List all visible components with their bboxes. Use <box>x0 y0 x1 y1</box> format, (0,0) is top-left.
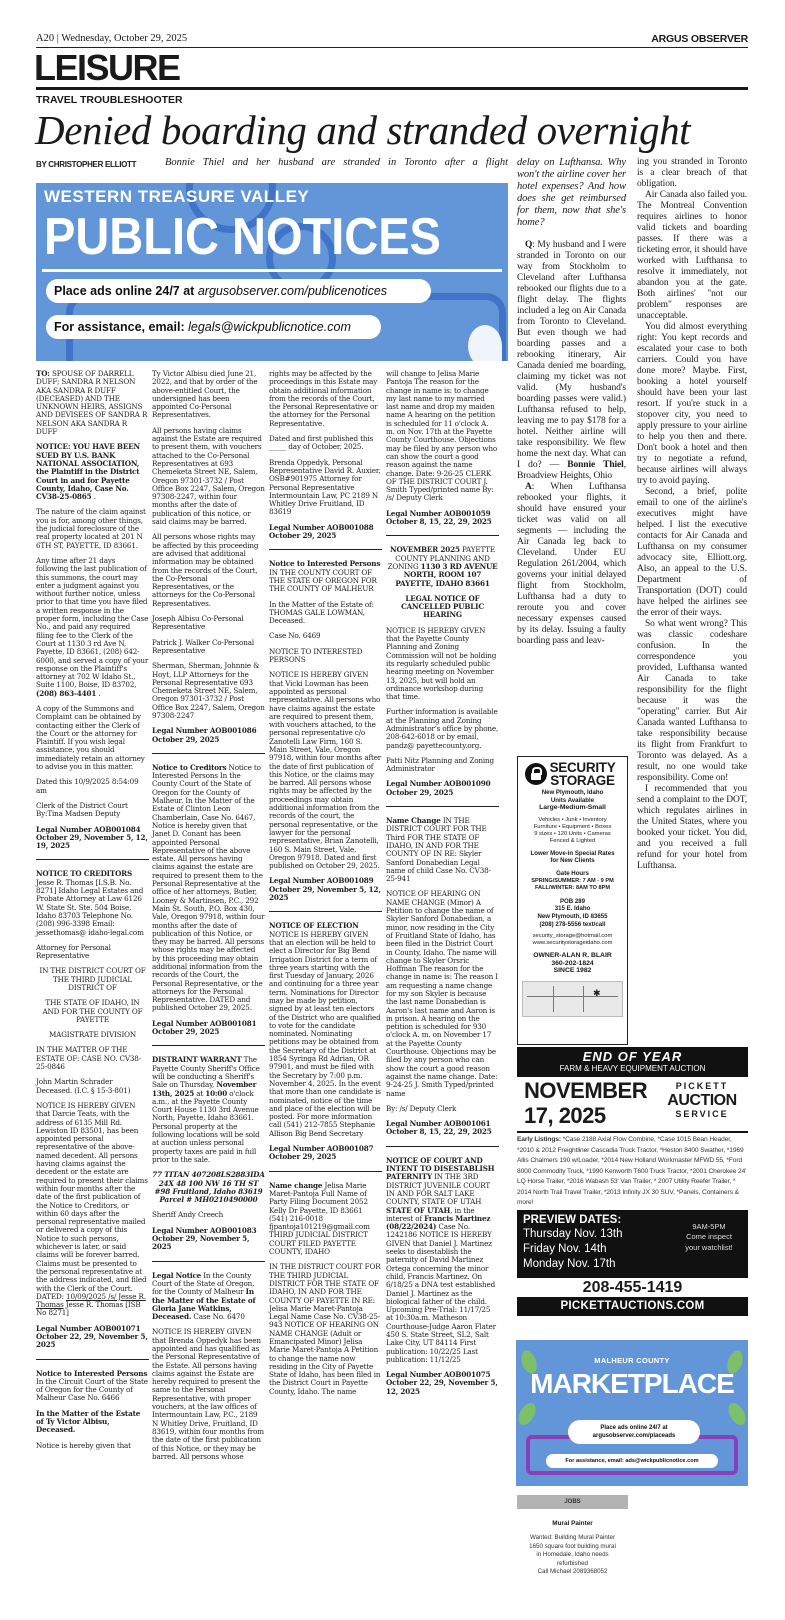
notice-text: The Payette County Sheriff's Office will be conducting a Sheriff's Sale on Thursday, <box>152 1055 260 1090</box>
notice-text: NOTICE IS HEREBY GIVEN that Vicki Lowman has been appointed as personal representative. All persons who have claims against the estate are required to present them, with vouchers attached, to the personal representative c/o Zanotelli Law Firm, 160 S. Main Street, Vale, Oregon 97918, within four months after the date of first publication of this Notice, or the claims may be barred. All persons whose rights may be affected by the proceedings may obtain additional information from the records of the court, the personal representative, or the lawyer for the personal representative, Brian Zanotelli, 160 S. Main Street, Vale, Oregon 97918. Dated and first published on October 29, 2025. <box>269 670 382 871</box>
auction-banner <box>517 1047 748 1077</box>
notice-divider <box>36 1359 149 1360</box>
notice-text: Clerk of the District Court By:Tina Madsen Deputy <box>36 800 128 819</box>
auction-website-link[interactable]: PICKETTAUCTIONS.COM <box>517 1297 748 1316</box>
notice-text: Legal Notice <box>152 1270 202 1280</box>
listings-label: Early Listings: <box>517 1136 561 1143</box>
pill-label: Place ads online 24/7 at <box>600 1425 668 1431</box>
notice-paragraph <box>269 922 382 1138</box>
notice-paragraph <box>36 1442 149 1450</box>
notice-text: 10/09/2025 /s/ Jesse R. Thomas <box>36 1291 146 1310</box>
placeads-link[interactable]: argusobserver.com/placeads <box>592 1433 676 1439</box>
job-line: Wanted: Building Mural Painter <box>529 1534 616 1541</box>
ad-line: 315 E. Idaho <box>554 905 591 913</box>
auction-date: 17, 2025 <box>524 1103 606 1128</box>
marketplace-ad <box>516 1340 748 1486</box>
folio-date: A20 | Wednesday, October 29, 2025 <box>36 33 188 44</box>
notice-divider <box>386 1146 499 1147</box>
article-paragraph: Second, a brief, polite email to one of the airline's executives might have helped. I list the executive contacts for Air Canada and Lufthansa on my consumer advocacy site, Elliott.org. Also, an appeal to the U.S. Department of Transportation (DOT) could have helped the airlines see the error of their ways. <box>637 487 747 618</box>
notice-text: NOTICE IS HEREBY GIVEN that the Payette County Planning and Zoning Commission will not be holding its regularly scheduled public hearing meeting on November 13, 2025, but will hold an ordinance workshop during that time. <box>386 625 497 702</box>
notice-text: Legal Number AOB001061 October 8, 15, 22, 29, 2025 <box>386 1119 492 1137</box>
notice-text: Legal Number AOB001075 October 22, 29, November 5, 12, 2025 <box>386 1370 498 1396</box>
legal-number <box>36 1325 149 1350</box>
legal-number <box>152 1020 265 1037</box>
notice-text: Case No. 1242186 NOTICE IS HEREBY GIVEN that Daniel J. Martinez seeks to disestablish the paternity of David Martinez Ortega concerning the minor child, Francis Martinez. On 6/18/25 a DNA test established Daniel J. Martinez as the biological father of the child. Upcoming Pre-Trial: 11/17/25 at 10:30a.m. Matheson Courthouse-Judge Aaron Flater 450 S. State Street, SL2, Salt Lake City, UT 84114 First publication: 10/22/25 Last publication: 11/12/25 <box>386 1222 496 1364</box>
notice-paragraph <box>152 427 265 527</box>
notice-text: A copy of the Summons and Complaint can be obtained by contacting either the Clerk of the Court or the attorney for Plaintiff. If you wish legal assistance, you should immediately retain an attorney to advise you in this matter. <box>36 703 145 772</box>
place-ads-pill <box>568 1420 700 1444</box>
legal-number <box>269 524 382 541</box>
q-label: Q <box>525 240 533 250</box>
notice-text: NOTICE IS HEREBY GIVEN that Brenda Oppedyk has been appointed and has qualified as the Personal Representative of the Estate. All persons having claims against the Estate are hereby required to present the same to the Personal Representative, with proper vouchers, at the law offices of Intermountain Law, P.C., 2189 N Whitley Drive, Fruitland, ID 83619, within four months from the date of the first publication of this Notice, or they may be barred. All persons whose <box>152 1327 264 1461</box>
legal-notices-column <box>386 370 499 1403</box>
notice-paragraph <box>386 1105 499 1113</box>
byline: BY CHRISTOPHER ELLIOTT <box>36 160 137 169</box>
legal-number <box>152 727 265 744</box>
notice-text: In the County Court of the State of Oregon, for the County of Malheur <box>152 1270 255 1297</box>
article-paragraph: So what went wrong? This was classic codeshare confusion. In the correspondence you provided, Lufthansa wanted Air Canada to take responsibility for the flight because it was the "operating" carrier. But Air Canada wanted Lufthansa to take responsibility because its flight from Frankfurt to Toronto was delayed. As a result, no one would take responsibility. Come on! <box>637 619 747 783</box>
notice-text: NOTICE OF COURT AND INTENT TO DISESTABLISH PATERNITY <box>386 1155 495 1182</box>
auction-phone: 208-455-1419 <box>582 1278 683 1296</box>
notice-text: MAGISTRATE DIVISION <box>48 1030 137 1040</box>
notice-text: Legal Number AOB001086 October 29, 2025 <box>152 726 257 744</box>
job-contact: Call Michael 2089368052 <box>537 1568 608 1576</box>
article-deck-continued: delay on Lufthansa. Why won't the airline cover her hotel expenses? And how does she get reimbursed for them, now that she's home? <box>517 157 626 228</box>
legal-number <box>36 1410 149 1435</box>
notice-text: Legal Number AOB001090 October 29, 2025 <box>386 779 491 797</box>
reader-location: , Broadview Heights, Ohio <box>517 460 626 481</box>
preview-date: Thursday Nov. 13th <box>523 1227 623 1240</box>
notice-divider <box>386 806 499 807</box>
marketplace-kicker: MALHEUR COUNTY <box>594 1356 670 1365</box>
notice-text: NOTICE IS HEREBY GIVEN that Darcie Teats, with the address of 6135 Mill Rd. Lewiston ID 83501, has been appointed personal representative of the above-named decedent. All persons having claims against the decedent or the estate are required to present their claims within four months after the date of the first publication of the Notice to Creditors, or within 60 days after the personal representative mailed or delivered a copy of this Notice to such persons, whichever is later, or said claims will be forever barred. Claims must be presented to the personal representative at the address indicated, and filed with the Clerk of the Court. DATED: <box>36 1100 148 1301</box>
preview-note-line: Come inspect <box>686 1232 732 1241</box>
notice-paragraph <box>36 802 149 819</box>
ad-line: Vehicles • Junk • Inventory <box>538 816 607 823</box>
ad-website: www.securitystorageidaho.com <box>532 940 613 947</box>
notice-text: 77 TITAN 407208LS2883IDA 24X 48 100 NW 16 TH ST #98 Fruitland, Idaho 83619 Parcel # MH0210490000 <box>152 1170 265 1205</box>
notice-paragraph <box>386 708 499 749</box>
preview-date: Monday Nov. 17th <box>523 1257 616 1270</box>
article-column <box>517 240 626 647</box>
legal-number <box>269 1145 382 1162</box>
notice-text: o'clock a.m., at the Payette County Court House 1130 3rd Avenue North, Payette, Idaho 83661. Personal property at the following locations will be sold at auction unless personal property taxes are paid in full prior to the sale. <box>152 1088 260 1164</box>
article-paragraph: Air Canada also failed you. The Montreal Convention requires airlines to honor valid tickets and boarding passes. If there was a ticketing error, it should have worked with Lufthansa to resolve it immediately, not abandon you at the gate. Both airlines' "not our problem" responses are unacceptable. <box>637 190 747 321</box>
notice-paragraph <box>36 1046 149 1071</box>
jobs-classified <box>517 1495 628 1577</box>
leaf-icon <box>468 325 502 361</box>
notice-text: Legal Number AOB001083 October 29, November 5, 2025 <box>152 1225 257 1252</box>
notice-text: Legal Number AOB001081 October 29, 2025 <box>152 1018 257 1037</box>
section-title: LEISURE <box>34 47 180 88</box>
notice-paragraph <box>269 632 382 640</box>
notice-paragraph <box>386 546 499 587</box>
notice-paragraph <box>36 1370 149 1403</box>
leaf-icon <box>725 1400 748 1428</box>
notice-text: THE STATE OF IDAHO, IN AND FOR THE COUNTY OF PAYETTE <box>42 998 143 1024</box>
notice-text: In the Matter of the Estate of Ty Victor Albisu, Deceased. <box>36 1408 141 1435</box>
notice-text: Joseph Albisu Co-Personal Representative <box>152 614 244 632</box>
preview-title: PREVIEW DATES: <box>523 1213 622 1226</box>
notice-paragraph <box>36 870 149 936</box>
article-paragraph: You did almost everything right: You kept records and escalated your case to both carriers. Could you have done more? Maybe. First, booking a hotel yourself should have been your last resort. If you're stuck in a stopover city, you need to apply pressure to your airline to help you then and there. Don't book a hotel and then try to negotiate a refund, because airlines will always try to avoid paying. <box>637 322 747 486</box>
notice-text: Notice to Interested Persons <box>269 559 381 569</box>
notice-text: Notice is hereby given that <box>36 1440 131 1450</box>
notice-divider <box>36 859 149 860</box>
notice-text: PAYETTE COUNTY PLANNING AND ZONING <box>387 545 495 571</box>
notice-paragraph <box>269 1182 382 1257</box>
legal-number <box>386 510 499 527</box>
location-map <box>522 981 623 1017</box>
logo-text: SERVICE <box>675 1109 729 1119</box>
notice-paragraph <box>269 370 382 428</box>
notice-text: Legal Number AOB001071 October 22, 29, November 5, 2025 <box>36 1323 148 1350</box>
notice-text: IN THE 3RD DISTRICT JUVENILE COURT IN AND FOR SALT LAKE COUNTY, STATE OF UTAH <box>386 1172 491 1207</box>
notice-text: Notice to Interested Persons <box>36 1368 148 1378</box>
notice-divider <box>269 1171 382 1172</box>
notice-text: . <box>91 492 96 502</box>
notice-text: . <box>96 688 101 698</box>
notice-paragraph <box>36 443 149 501</box>
notice-paragraph <box>36 999 149 1024</box>
notice-text: Sherman, Sherman, Johnnie & Hoyt, LLP Attorneys for the Personal Representative 693 Chemeketa Street NE, Salem, Oregon 97301-3732 / Post Office Box 2247, Salem, Oregon 97308-2247 <box>152 661 265 720</box>
notice-text: at <box>194 1088 206 1098</box>
notice-text: NOTICE TO CREDITORS <box>36 869 133 879</box>
notice-text: Further information is available at the Planning and Zoning Administrator's office by phone, 208-642-6018 or by email, pandz@ payettecounty.org. <box>386 707 499 750</box>
notice-paragraph <box>269 648 382 665</box>
preview-note <box>676 1222 742 1254</box>
notice-text: NOTICE: YOU HAVE BEEN SUED BY U.S. BANK NATIONAL ASSOCIATION, the Plaintiff in the District Court in and for Payette County, Idaho, Case No. CV38-25-0865 <box>36 442 140 502</box>
job-line: 1650 square foot building mural <box>529 1542 616 1550</box>
notice-text: DISTRAINT WARRANT <box>152 1055 242 1065</box>
listings-text: *Case 2188 Axial Flow Combine, *Case 1015 Bean Header, *2010 & 2012 Freightliner Cascadia Truck Tractor, *Heston 8400 Swather, *1969 Allis Chalmers 190 w/Loader, *2014 New Holland Workmaster MFWD 55, *Ford 8000 Commodity Truck, *1990 Kenworth T600 Truck Tractor, *2001 Cherokee 24' LQ Horse Trailer, *2016 Wabash 53' Van Trailer, * 2007 Utility Reefer Trailer, * 2014 North Trail Travel Trailer, *2013 Infinity JX 30 SUV, *Panels, Containers & more! <box>517 1136 747 1206</box>
ad-line: Gate Hours <box>556 869 589 877</box>
jobs-header: JOBS <box>517 1495 628 1509</box>
banner-title: PUBLIC NOTICES <box>44 206 441 266</box>
notice-paragraph <box>152 639 265 656</box>
answer-text: : When Lufthansa rebooked your flights, it should have ensured your ticket was valid on all segments — including the Air Canada leg back to Cleveland. Under EU Regulation 261/2004, which governs your initial delayed flight from Stockholm, Lufthansa had a duty to reroute you and cover necessary expenses caused by its delay. Issuing a faulty boarding pass and leav- <box>517 482 626 646</box>
job-line: refurbished <box>557 1559 588 1567</box>
ad-line: Units Available <box>550 796 595 804</box>
notice-text: In the Matter of the Estate of Gloria Jane Watkins, Deceased. <box>152 1287 256 1322</box>
legal-number <box>386 1371 499 1396</box>
leaf-icon <box>516 1400 539 1428</box>
notice-text: 1130 3 RD AVENUE NORTH, ROOM 107 PAYETTE, IDAHO 83661 <box>395 561 498 588</box>
notice-paragraph <box>36 508 149 549</box>
notice-text: In the Circuit Court of the State of Oregon for the County of Malheur Case No. 6466 <box>36 1376 148 1403</box>
notice-text: Francis Martinez (08/22/2024) <box>386 1213 491 1232</box>
notice-text: Legal Number AOB001087 October 29, 2025 <box>269 1144 374 1162</box>
legal-number <box>386 780 499 797</box>
ad-line: New Plymouth, ID 83655 <box>537 912 608 920</box>
notice-divider <box>269 549 382 550</box>
assistance-pill <box>46 315 381 339</box>
notice-text: IN THE DISTRICT COURT FOR THE THIRD JUDICIAL DISTRICT FOR THE STATE OF IDAHO, IN AND FOR THE COUNTY OF PAYETTE IN RE: Jelisa Marie Maret-Pantoja Legal Name Case No. CV38-25-943 NOTICE OF HEARING ON NAME CHANGE (Adult or Emancipated Minor) Jelisa Marie Maret-Pantoja A Petition to change the name now residing in the City of Payette State of Idaho, has been filed in the District Court in Payette County, Idaho. The name <box>269 1262 381 1396</box>
notice-paragraph <box>269 671 382 870</box>
article-paragraph: I recommended that you send a complaint to the DOT, which regulates airlines in the United States, where you booked your ticket. You did, and you received a full refund for your hotel from Lufthansa. <box>637 784 747 871</box>
notice-text: Case No. 6469 <box>269 631 321 641</box>
notice-text: Name change <box>269 1180 323 1190</box>
notice-text: Any time after 21 days following the last publication of this summons, the court may enter a judgment against you without further notice, unless prior to that time you have filed a written response in the proper form, including the Case No., and paid any required filing fee to the Clerk of the Court at 1130 3 rd Ave N, Payette, ID 83661, (208) 642-6000, and served a copy of your response on the Plaintiff's attorney at 702 W Idaho St., Suite 1100, Boise, ID 83702, <box>36 555 149 690</box>
notice-text: 10:00 <box>205 1088 228 1098</box>
ad-line: Large-Medium-Small <box>539 804 606 812</box>
notice-text: LEGAL NOTICE OF CANCELLED PUBLIC HEARING <box>401 593 484 620</box>
notice-text: Patrick J. Walker Co-Personal Representative <box>152 637 254 655</box>
notice-text: (208) 863-4401 <box>36 688 97 698</box>
ad-line: OWNER-ALAN R. BLAIR <box>533 952 612 960</box>
ad-line: for New Clients <box>550 857 595 865</box>
notice-text: Name Change <box>386 816 441 826</box>
notice-divider <box>152 1045 265 1046</box>
ad-line: POB 289 <box>559 897 586 905</box>
notice-text: IN THE COUNTY COURT OF THE STATE OF OREGON FOR THE COUNTY OF MALHEUR <box>269 567 377 594</box>
notice-text: Legal Number AOB001059 October 8, 15, 22, 29, 2025 <box>386 508 492 527</box>
article-deck: Bonnie Thiel and her husband are stranded in Toronto after a flight <box>165 157 508 168</box>
ad-line: Fenced & Lighted <box>549 837 596 844</box>
ad-email: security_storage@hotmail.com <box>532 933 613 940</box>
question-text: : My husband and I were stranded in Toronto on our way from Stockholm to Cleveland after Lufthansa rebooked our flights due to a flight delay. The flights included a leg on Air Canada from Toronto to Cleveland. But even though we had boarding passes and a rebooking itinerary, Air Canada denied me boarding, claiming my ticket was not valid. (My husband's boarding passes were valid.) Lufthansa refused to help, leaving me to pay $178 for a hotel. Neither airline will take responsibility. We flew home the next day. What can I do? — <box>517 240 626 470</box>
notice-text: Legal Number AOB001088 October 29, 2025 <box>269 522 374 541</box>
notice-divider <box>152 753 265 754</box>
legal-number <box>386 1120 499 1137</box>
ad-line: SINCE 1982 <box>553 967 592 975</box>
notice-text: IN THE DISTRICT COURT FOR THE Third FOR THE STATE OF IDAHO, IN AND FOR THE COUNTY OF IN RE: Skyler Sanford Donabedian Legal name of child Case No. CV38-25-941 <box>386 816 491 884</box>
logo-text: PICKETT <box>675 1081 729 1091</box>
preview-note-line: your watchlist! <box>685 1242 733 1252</box>
ad-line: Lower Move-in Special Rates <box>530 849 615 857</box>
notice-text: NOTICE OF ELECTION <box>269 921 359 931</box>
ad-line: (208) 278-5556 text/call <box>539 920 606 928</box>
notice-paragraph <box>36 778 149 795</box>
notice-paragraph <box>152 662 265 720</box>
notice-text: Notice to Creditors <box>152 762 227 772</box>
notice-text: By: /s/ Deputy Clerk <box>386 1103 457 1113</box>
notice-paragraph <box>269 560 382 593</box>
notice-text: rights may be affected by the proceedings in this Estate may obtain additional information from the records of the Court, the Personal Representative or the attorney for the Personal Representative. <box>269 369 378 428</box>
notice-text: will change to Jelisa Marie Pantoja The reason for the change in name is: to change my last name to my married last name and drop my maiden name A hearing on the petition is scheduled for 11 o'clock A. m. on Nov. 17th at the Payette County Courthouse. Objections may be filed by any person who can show the court a good reason against the name change. Date: 9-26-25 CLERK OF THE DISTRICT COURT J. Smith Typed/printed name By: /s/ Deputy Clerk <box>386 369 498 503</box>
notice-paragraph <box>386 595 499 620</box>
banner-kicker: WESTERN TREASURE VALLEY <box>44 187 310 206</box>
legals-email-link[interactable]: legals@wickpublicnotice.com <box>188 320 351 334</box>
notice-paragraph <box>36 944 149 961</box>
notice-text: All persons whose rights may be affected by this proceeding are advised that additional information may be obtained from the records of the Court, the Co-Personal Representatives, or the attorneys for the Co-Personal Representatives. <box>152 532 259 608</box>
notice-paragraph <box>269 1263 382 1396</box>
security-storage-ad <box>517 756 628 1045</box>
ad-line: FALL/WINTER: 8AM TO 8PM <box>534 885 611 892</box>
notice-paragraph <box>386 627 499 702</box>
auction-date: NOVEMBER <box>524 1078 648 1103</box>
notice-paragraph <box>152 764 265 1013</box>
notice-text: Patti Nitz Planning and Zoning Administrator <box>386 755 494 774</box>
divider <box>42 269 502 272</box>
legal-number <box>152 1227 265 1252</box>
notice-text: NOVEMBER 2025 <box>390 545 460 555</box>
preview-dates-box <box>517 1210 748 1278</box>
notice-text: Jesse R. Thomas [ISB No 8271] <box>36 1300 141 1318</box>
ad-line: 360-202-1824 <box>551 959 594 967</box>
notice-text: , in the interest of <box>386 1205 475 1223</box>
reader-name: Bonnie Thiel <box>567 460 624 470</box>
public-notices-link[interactable]: argusobserver.com/publicenotices <box>197 284 388 298</box>
notice-paragraph <box>152 1272 265 1322</box>
pill-label: Place ads online 24/7 at <box>54 284 198 298</box>
notice-text: IN THE DISTRICT COURT OF THE THIRD JUDICIAL DISTRICT OF <box>39 966 146 992</box>
notice-text: John Martin Schrader Deceased. (I.C. § 15-3-801) <box>36 1077 131 1095</box>
legal-number <box>269 877 382 902</box>
notice-text: Dated this 10/9/2025 8:54:09 am <box>36 777 139 795</box>
notice-text: IN THE MATTER OF THE ESTATE OF: CASE NO. CV38-25-0846 <box>36 1045 142 1072</box>
notice-divider <box>386 535 499 536</box>
notice-text: The nature of the claim against you is for, among other things, the judicial foreclosure of the real property located at 201 N 6TH ST, PAYETTE, ID 83661. <box>36 507 146 550</box>
notice-paragraph <box>36 557 149 698</box>
preview-hours: 9AM-5PM <box>692 1221 726 1231</box>
notice-text: Ty Victor Albisu died June 21, 2022, and that by order of the above-entitled Court, the undersigned has been appointed Co-Personal Representatives. <box>152 369 258 420</box>
ad-title: SECURITY <box>549 760 616 775</box>
notice-paragraph <box>386 757 499 774</box>
notice-paragraph <box>152 1056 265 1164</box>
place-ads-pill <box>46 279 431 303</box>
notice-text: NOTICE IS HEREBY GIVEN that an election will be held to elect a Director for Big Bend Irrigation District for a term of three years starting with the first Tuesday of January, 2026 and continuing for a three year term. Nominations for Director may be made by petition, signed by at least ten electors of the District who are qualified to vote for the candidate nominated. Nominating petitions may be obtained from the Secretary of the District at 1854 Syringa Rd Adrian, OR 97901, and must be filed with the Secretary by 7:00 p.m. November 4, 2025. In the event that more than one candidate is nominated, notice of the time and place of the election will be posted. For more information call (541) 212-7855 Stephanie Allison Big Bend Secretary <box>269 929 381 1138</box>
article-kicker: TRAVEL TROUBLESHOOTER <box>36 94 183 106</box>
auction-subheading: FARM & HEAVY EQUIPMENT AUCTION <box>559 1064 706 1073</box>
notice-text: In the Matter of the Estate of: THOMAS GALE LOWMAN, Deceased. <box>269 599 374 626</box>
notice-paragraph <box>386 370 499 503</box>
notice-text: Dated and first published this _____ day of October, 2025. <box>269 434 374 452</box>
notice-paragraph <box>36 967 149 992</box>
notice-paragraph <box>36 1031 149 1039</box>
job-line: in Homedale, Idaho needs <box>536 1551 609 1559</box>
newspaper-name: ARGUS OBSERVER <box>651 33 748 45</box>
notice-paragraph <box>152 615 265 632</box>
notice-text: Brenda Oppedyk, Personal Representative David R. Auxier, OSB#901975 Attorney for Personal Representative Intermountain Law, PC 2189 N Whitley Drive Fruitland, ID 83619 <box>269 457 381 517</box>
article-headline: Denied boarding and stranded overnight <box>35 107 691 153</box>
notice-paragraph <box>152 533 265 608</box>
article-paragraph: ing you stranded in Toronto is a clear breach of that obligation. <box>637 157 747 189</box>
notice-paragraph <box>152 370 265 420</box>
notice-text: Jesse R. Thomas [I.S.B. No. 8271] Idaho Legal Estates and Probate Attorney at Law 6126 W. State St. Ste. 504 Boise, Idaho 83703 Telephone No. (208) 996-3398 Email: jessethomas@ idaho-legal.com <box>36 877 144 937</box>
notice-text: STATE OF UTAH <box>386 1205 451 1215</box>
notice-divider <box>152 1261 265 1262</box>
notice-text: All persons having claims against the Estate are required to present them, with vouchers attached to the Co-Personal Representatives at 693 Chemeketa Street NE, Salem, Oregon 97301-3732 / Post Office Box 2247, Salem, Oregon 97308-2247, within four months after the date of publication of this notice, or said claims may be barred. <box>152 425 265 527</box>
article-column <box>637 157 747 872</box>
notice-paragraph <box>36 370 149 436</box>
job-title: Mural Painter <box>552 1520 593 1527</box>
star-icon: ✱ <box>593 987 601 998</box>
notice-paragraph <box>152 1328 265 1461</box>
ad-line: SPRING/SUMMER: 7 AM - 9 PM <box>531 877 614 884</box>
ad-line: Furniture • Equipment • Boxes <box>533 823 612 830</box>
notice-text: SPOUSE OF DARRELL DUFF; SANDRA R NELSON AKA SANDRA R DUFF (DECEASED) AND THE UNKNOWN HEIRS, ASSIGNS AND DEVISEES OF SANDRA R NELSON AKA SANDRA R DUFF <box>36 369 148 437</box>
marketplace-title: MARKETPLACE <box>530 1368 734 1399</box>
notice-divider <box>269 911 382 912</box>
pill-label: For assistance, email: <box>54 320 189 334</box>
notice-text: Sheriff Andy Creech <box>152 1210 224 1220</box>
lock-icon <box>525 763 547 785</box>
answer-paragraph <box>517 482 626 647</box>
notice-text: NOTICE OF HEARING ON NAME CHANGE (Minor) A Petition to change the name of Skyler Sanford Donabedian, a minor, now residing in the City of Fruitland State of Idaho, has been filed in the District Court in County, Idaho. The name will change to Skyler Orsric Hoffman The reason for the change in name is: The reason I am requesting a name change for my son Skyler is because the last name Donabedian is Aaron's last name and Aaron is in prison. A hearing on the petition is scheduled for 930 o'clock A. m. on November 17 at the Payette County Courthouse. Objections may be filed by any person who can show the court a good reason against the name change. Date: 9-24-25 J. Smith Typed/printed name <box>386 889 498 1098</box>
preview-date: Friday Nov. 14th <box>523 1242 607 1255</box>
notice-paragraph <box>269 459 382 517</box>
notice-paragraph <box>36 1078 149 1095</box>
notice-text: Legal Number AOB001084 October 29, November 5, 12, 19, 2025 <box>36 824 148 851</box>
ad-title: STORAGE <box>550 773 615 788</box>
notice-paragraph <box>386 890 499 1097</box>
notice-text: NOTICE TO INTERESTED PERSONS <box>269 646 363 665</box>
assistance-email[interactable]: For assistance, email: ads@wickpublicnotice.com <box>546 1454 718 1468</box>
notice-text: Jelisa Marie Maret-Pantoja Full Name of Party Filing Document 2052 Kelly Dr Payette, ID 83661 (541) 216-0018 fjpantoja101219@gmail.com THIRD JUDICIAL DISTRICT COURT FILED PAYETTE COUNTY, IDAHO <box>269 1180 370 1257</box>
notice-paragraph <box>386 1157 499 1364</box>
auction-ad <box>517 1047 748 1316</box>
a-label: A <box>525 482 532 492</box>
question-paragraph <box>517 240 626 482</box>
notice-paragraph <box>36 705 149 771</box>
notice-paragraph <box>152 1211 265 1219</box>
legal-notices-column <box>152 370 265 1468</box>
ad-line: 9 sizes • 120 Units • Cameras <box>534 830 611 837</box>
early-listings <box>517 1135 748 1209</box>
legal-notices-column <box>36 370 149 1457</box>
legal-notices-column <box>269 370 382 1403</box>
notice-text: Attorney for Personal Representative <box>36 942 111 961</box>
public-notices-banner <box>36 183 508 361</box>
logo-text: AUCTION <box>667 1092 737 1109</box>
ad-line: New Plymouth, Idaho <box>541 789 604 796</box>
notice-text: Case No. 6470 <box>191 1312 245 1322</box>
notice-paragraph <box>269 601 382 626</box>
notice-paragraph <box>36 1102 149 1318</box>
notice-text: November 13th, 2025 <box>152 1080 257 1098</box>
notice-text: TO: <box>36 369 50 378</box>
notice-paragraph <box>269 435 382 452</box>
auction-heading: END OF YEAR <box>582 1049 683 1064</box>
notice-text: Notice to Interested Persons In the County Court of the State of Oregon for the County of Malheur. In the Matter of the Estate of Clinton Leon Chamberlain, Case No. 6467, Notice is hereby given that Janet D. Conant has been appointed Personal Representative of the above estate. All persons having claims against the estate are required to present them to the Personal Representative at the office of her attorneys, Butler, Looney & Martinsen, P.C., 292 Main St. South, P.O. Box 430, Vale, Oregon 97918, within four months after the date of publication of this Notice, or they may be barred. All persons whose rights may be affected by this proceeding may obtain additional information from the records of the Court, the Personal Representative, or the attorneys for the Personal Representative. DATED and published October 29, 2025. <box>152 762 265 1013</box>
notice-paragraph <box>386 817 499 883</box>
pickett-auction-logo <box>662 1081 742 1133</box>
notice-paragraph <box>152 1171 265 1204</box>
divider <box>36 87 748 90</box>
notice-text: Legal Number AOB001089 October 29, November 5, 12, 2025 <box>269 876 381 903</box>
legal-number <box>36 826 149 851</box>
